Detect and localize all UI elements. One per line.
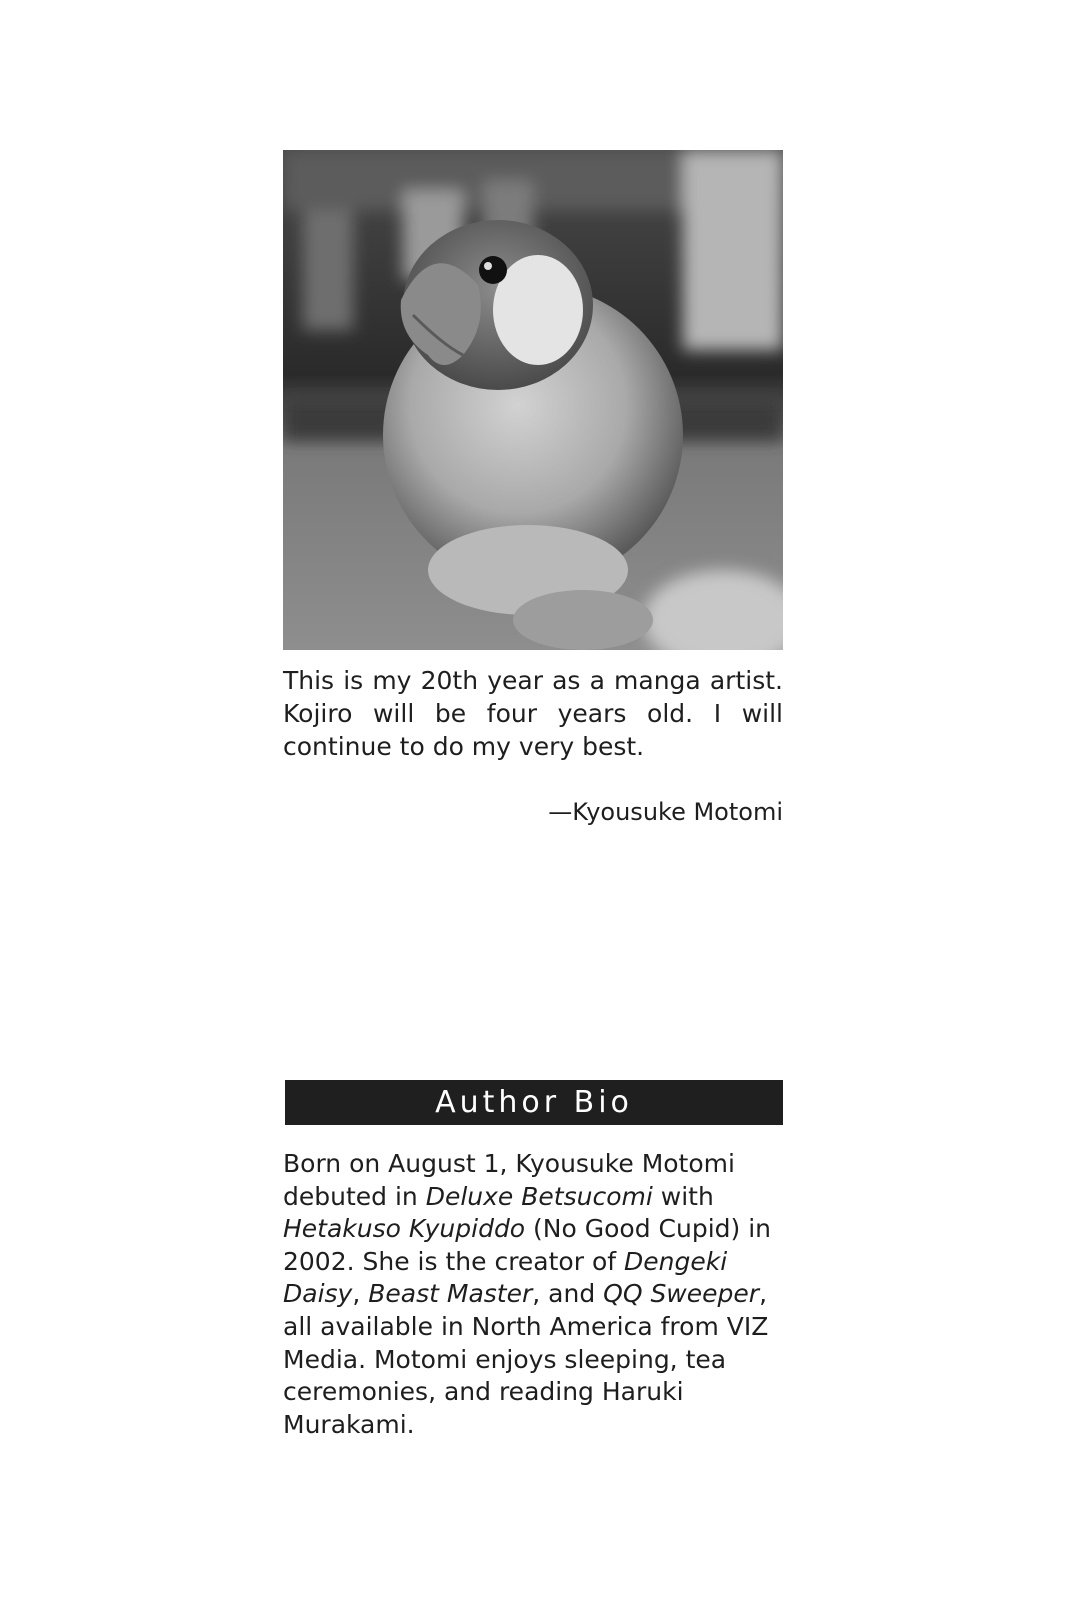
author-quote: This is my 20th year as a manga artist. Kojiro will be four years old. I will continue to do my very best.	[283, 666, 783, 761]
book-title: Dengeki Daisy	[283, 1246, 728, 1309]
quote-signature: —Kyousuke Motomi	[548, 798, 783, 826]
book-title: QQ Sweeper	[603, 1279, 760, 1309]
bird-photo	[283, 150, 783, 650]
author-bio-text: Born on August 1, Kyousuke Motomi debuted in Deluxe Betsucomi with Hetakuso Kyupiddo (No Good Cupid) in 2002. She is the creator of Dengeki Daisy, Beast Master, and QQ Sweeper, all available in North America from VIZ Media. Motomi enjoys sleeping, tea ceremonies, and reading Haruki Murakami.	[283, 1149, 772, 1439]
book-title: Hetakuso Kyupiddo	[283, 1214, 526, 1244]
author-bio-heading: Author Bio	[285, 1080, 783, 1125]
book-title: Deluxe Betsucomi	[425, 1181, 653, 1211]
book-title: Beast Master	[368, 1279, 533, 1309]
